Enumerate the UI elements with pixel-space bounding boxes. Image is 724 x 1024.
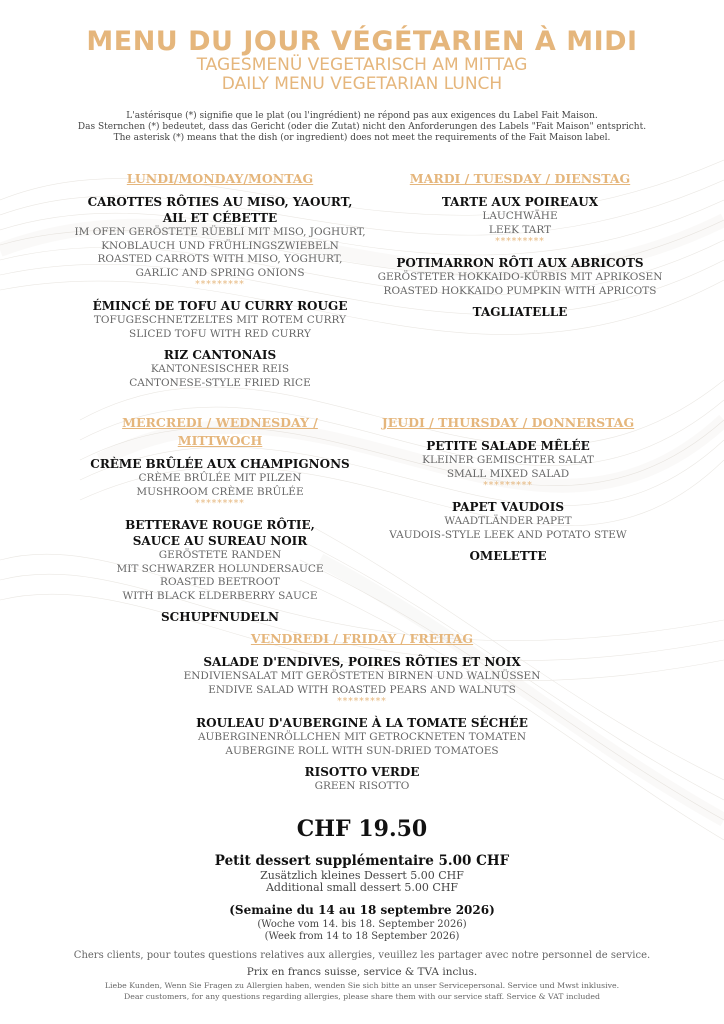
allergy-note-fr: Chers clients, pour toutes questions relatives aux allergies, veuillez les partager avec notre personnel de service. <box>73 950 651 961</box>
dish-translation-en: ROASTED CARROTS WITH MISO, YOGHURT, <box>97 253 343 265</box>
dish-name: CAROTTES RÔTIES AU MISO, YAOURT, <box>87 195 353 209</box>
day-heading-monday: LUNDI/MONDAY/MONTAG <box>126 171 314 186</box>
menu-subtitle-en: DAILY MENU VEGETARIAN LUNCH <box>221 74 503 94</box>
dessert-en: Additional small dessert 5.00 CHF <box>265 881 459 894</box>
dish-name: SCHUPFNUDELN <box>161 610 279 624</box>
dish-translation-en: CANTONESE-STYLE FRIED RICE <box>129 376 311 389</box>
dish-name: RISOTTO VERDE <box>304 765 420 779</box>
separator: ********* <box>483 481 533 491</box>
dish-translation-en: ENDIVE SALAD WITH ROASTED PEARS AND WALNUTS <box>208 683 516 696</box>
dish-translation-de: KNOBLAUCH UND FRÜHLINGSZWIEBELN <box>101 239 339 252</box>
dish-translation-de: ENDIVIENSALAT MIT GERÖSTETEN BIRNEN UND WALNÜSSEN <box>183 670 541 682</box>
day-heading-tuesday: MARDI / TUESDAY / DIENSTAG <box>409 171 631 186</box>
dish-translation-de: KLEINER GEMISCHTER SALAT <box>422 454 594 466</box>
dish-translation-en: GARLIC AND SPRING ONIONS <box>135 266 305 279</box>
dish-name: PETITE SALADE MÊLÉE <box>426 439 590 453</box>
dish-translation-de: LAUCHWÄHE <box>482 210 558 222</box>
dish-translation-de: AUBERGINENRÖLLCHEN MIT GETROCKNETEN TOMATEN <box>197 731 527 743</box>
week-de: (Woche vom 14. bis 18. September 2026) <box>257 919 467 930</box>
week-en: (Week from 14 to 18 September 2026) <box>264 931 460 942</box>
separator: ********* <box>495 237 545 247</box>
dish-name: TAGLIATELLE <box>472 305 568 319</box>
day-tuesday <box>340 170 700 320</box>
dish-translation-en: AUBERGINE ROLL WITH SUN-DRIED TOMATOES <box>225 744 499 757</box>
separator: ********* <box>337 697 387 707</box>
dish-name: AIL ET CÉBETTE <box>162 211 278 225</box>
dish-translation-en: SLICED TOFU WITH RED CURRY <box>129 327 311 340</box>
day-friday <box>112 630 612 794</box>
label-note-en: The asterisk (*) means that the dish (or ingredient) does not meet the requirements of the Fait Maison label. <box>113 133 611 143</box>
dessert-fr: Petit dessert supplémentaire 5.00 CHF <box>214 853 510 869</box>
dish-name: BETTERAVE ROUGE RÔTIE, <box>125 518 315 532</box>
dish-translation-en: ROASTED HOKKAIDO PUMPKIN WITH APRICOTS <box>383 284 657 297</box>
dish-name: PAPET VAUDOIS <box>451 500 565 514</box>
prices-note-fr: Prix en francs suisse, service & TVA inclus. <box>246 966 478 978</box>
dish-name: OMELETTE <box>469 549 547 563</box>
dish-translation-de: TOFUGESCHNETZELTES MIT ROTEM CURRY <box>93 314 347 326</box>
dish-name: SALADE D'ENDIVES, POIRES RÔTIES ET NOIX <box>203 655 521 669</box>
dish-translation-de: GERÖSTETE RANDEN <box>158 549 282 561</box>
dish-translation-en: WITH BLACK ELDERBERRY SAUCE <box>122 589 318 602</box>
separator: ********* <box>195 499 245 509</box>
dish-translation-de: CRÈME BRÛLÉE MIT PILZEN <box>138 472 302 484</box>
day-heading-thursday: JEUDI / THURSDAY / DONNERSTAG <box>381 415 635 430</box>
day-thursday <box>328 414 688 564</box>
dish-translation-en: LEEK TART <box>488 223 552 236</box>
dish-translation-de: KANTONESISCHER REIS <box>150 363 290 375</box>
dish-translation-en: SMALL MIXED SALAD <box>446 467 570 480</box>
label-note-de: Das Sternchen (*) bedeutet, dass das Gericht (oder die Zutat) nicht den Anforderungen des Labels "Fait Maison" entspricht. <box>77 122 647 132</box>
allergy-note-en: Dear customers, for any questions regarding allergies, please share them with our service staff. Service & VAT included <box>124 992 600 1001</box>
dish-translation-en: VAUDOIS-STYLE LEEK AND POTATO STEW <box>389 528 627 541</box>
day-heading-friday: VENDREDI / FRIDAY / FREITAG <box>250 631 474 646</box>
menu-title: MENU DU JOUR VÉGÉTARIEN À MIDI <box>86 26 638 57</box>
dish-name: CRÈME BRÛLÉE AUX CHAMPIGNONS <box>90 457 350 471</box>
day-heading-wednesday: MERCREDI / WEDNESDAY / <box>122 415 318 430</box>
label-note-fr: L'astérisque (*) signifie que le plat (ou l'ingrédient) ne répond pas aux exigences du Label Fait Maison. <box>126 111 598 121</box>
dish-translation-de: IM OFEN GERÖSTETE RÜEBLI MIT MISO, JOGHURT, <box>74 226 366 238</box>
week-fr: (Semaine du 14 au 18 septembre 2026) <box>229 903 495 917</box>
dish-name: ÉMINCÉ DE TOFU AU CURRY ROUGE <box>92 299 348 313</box>
dish-translation-de: GERÖSTETER HOKKAIDO-KÜRBIS MIT APRIKOSEN <box>377 271 663 283</box>
dish-translation-de: WAADTLÄNDER PAPET <box>444 515 572 527</box>
dish-translation-en: ROASTED BEETROOT <box>160 576 280 588</box>
dish-translation-en: MUSHROOM CRÈME BRÛLÉE <box>136 485 304 498</box>
allergy-note-de: Liebe Kunden, Wenn Sie Fragen zu Allergien haben, wenden Sie sich bitte an unser Servicepersonal. Service und Mwst inklusive. <box>104 981 620 990</box>
dish-name: POTIMARRON RÔTI AUX ABRICOTS <box>396 256 644 270</box>
day-heading-wednesday: MITTWOCH <box>177 433 263 448</box>
dessert-de: Zusätzlich kleines Dessert 5.00 CHF <box>260 869 464 882</box>
dish-translation-de: MIT SCHWARZER HOLUNDERSAUCE <box>116 562 324 575</box>
menu-price: CHF 19.50 <box>296 816 428 842</box>
menu-subtitle-de: TAGESMENÜ VEGETARISCH AM MITTAG <box>196 55 528 75</box>
dish-name: RIZ CANTONAIS <box>163 348 277 362</box>
dish-name: SAUCE AU SUREAU NOIR <box>132 534 308 548</box>
dish-name: TARTE AUX POIREAUX <box>441 195 599 209</box>
separator: ********* <box>195 280 245 290</box>
dish-translation-en: GREEN RISOTTO <box>314 780 410 792</box>
dish-name: ROULEAU D'AUBERGINE À LA TOMATE SÉCHÉE <box>196 716 528 730</box>
